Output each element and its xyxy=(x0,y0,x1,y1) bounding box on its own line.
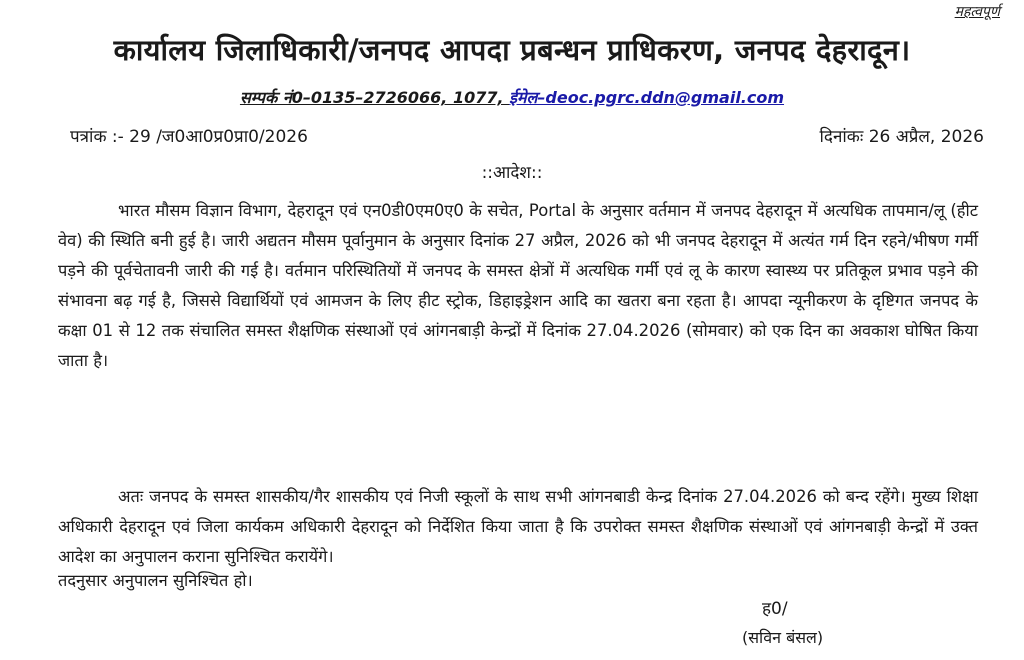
letter-date: दिनांकः 26 अप्रैल, 2026 xyxy=(819,127,984,147)
body-paragraph-1: भारत मौसम विज्ञान विभाग, देहरादून एवं एन0डी0एम0ए0 के सचेत, Portal के अनुसार वर्तमान में जनपद देहरादून में अत्यधिक तापमान/लू (हीट वेव) की स्थिति बनी हुई है। जारी अद्यतन मौसम पूर्वानुमान के अनुसार दिनांक 27 अप्रैल, 2026 को भी जनपद देहरादून में अत्यंत गर्म दिन रहने/भीषण गर्मी पड़ने की पूर्वचेतावनी जारी की गई है। वर्तमान परिस्थितियों में जनपद के समस्त क्षेत्रों में अत्यधिक गर्मी एवं लू के कारण स्वास्थ्य पर प्रतिकूल प्रभाव पड़ने की संभावना बढ़ गई है, जिससे विद्यार्थियों एवं आमजन के लिए हीट स्ट्रोक, डिहाइड्रेशन आदि का खतरा बना रहता है। आपदा न्यूनीकरण के दृष्टिगत जनपद के कक्षा 01 से 12 तक संचालित समस्त शैक्षणिक संस्थाओं एवं आंगनबाड़ी केन्द्रों में दिनांक 27.04.2026 (सोमवार) को एक दिन का अवकाश घोषित किया जाता है। xyxy=(58,201,978,370)
order-heading: ::आदेश:: xyxy=(481,163,543,183)
contact-line xyxy=(0,86,1024,108)
signatory-name: (सविन बंसल) xyxy=(742,628,824,647)
letter-reference: पत्रांक :- 29 /ज0आ0प्र0प्रा0/2026 xyxy=(70,127,308,147)
body-paragraph-2: अतः जनपद के समस्त शासकीय/गैर शासकीय एवं निजी स्कूलों के साथ सभी आंगनबाडी केन्द्र दिनांक 27.04.2026 को बन्द रहेंगे। मुख्य शिक्षा अधिकारी देहरादून एवं जिला कार्यकम अधिकारी देहरादून को निर्देशित किया जाता है कि उपरोक्त समस्त शैक्षणिक संस्थाओं एवं आंगनबाड़ी केन्द्रों में उक्त आदेश का अनुपालन कराना सुनिश्चित करायेंगे। xyxy=(58,487,978,566)
contact-email[interactable]: ईमेल–deoc.pgrc.ddn@gmail.com xyxy=(509,88,785,107)
contact-phone: सम्पर्क नं0–0135–2726066, 1077, xyxy=(239,88,510,107)
importance-mark: महत्वपूर्ण xyxy=(954,4,1000,20)
signature-mark: ह0/ xyxy=(762,599,788,619)
closing-line: तदनुसार अनुपालन सुनिश्चित हो। xyxy=(58,571,253,590)
office-title: कार्यालय जिलाधिकारी/जनपद आपदा प्रबन्धन प्राधिकरण, जनपद देहरादून। xyxy=(113,33,911,67)
